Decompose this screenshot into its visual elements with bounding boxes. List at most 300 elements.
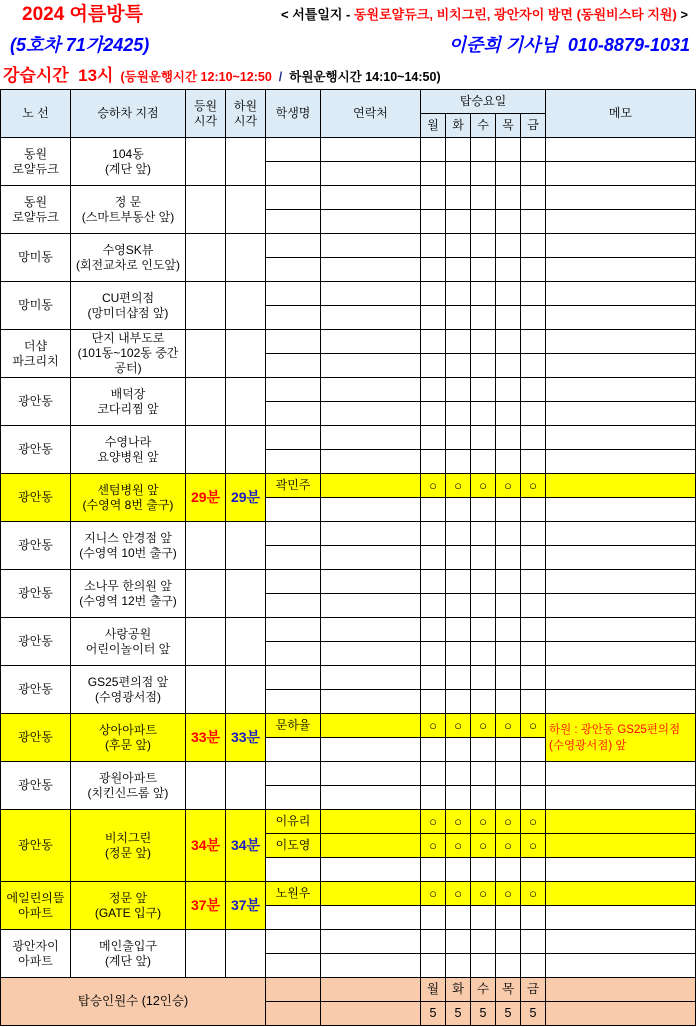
boarding-day-cell[interactable] [471,858,496,882]
boarding-day-cell[interactable] [446,642,471,666]
contact-cell[interactable] [321,594,421,618]
boarding-day-cell[interactable] [446,330,471,354]
boarding-day-cell[interactable] [496,162,521,186]
boarding-day-cell[interactable] [446,738,471,762]
contact-cell[interactable] [321,330,421,354]
boarding-day-cell[interactable] [446,546,471,570]
boarding-day-cell[interactable] [471,546,496,570]
contact-cell[interactable] [321,786,421,810]
boarding-day-cell[interactable]: ○ [421,834,446,858]
student-name-cell[interactable]: 이도영 [266,834,321,858]
memo-cell[interactable] [546,690,696,714]
boarding-day-cell[interactable]: ○ [471,834,496,858]
boarding-day-cell[interactable] [521,402,546,426]
contact-cell[interactable] [321,378,421,402]
pickup-time-cell[interactable] [186,330,226,378]
student-name-cell[interactable] [266,498,321,522]
boarding-day-cell[interactable] [421,330,446,354]
contact-cell[interactable] [321,570,421,594]
boarding-day-cell[interactable] [471,450,496,474]
pickup-time-cell[interactable] [186,378,226,426]
dropoff-time-cell[interactable] [226,426,266,474]
boarding-day-cell[interactable] [471,378,496,402]
student-name-cell[interactable]: 노원우 [266,882,321,906]
student-name-cell[interactable] [266,666,321,690]
memo-cell[interactable] [546,930,696,954]
boarding-day-cell[interactable] [471,234,496,258]
boarding-day-cell[interactable] [471,954,496,978]
boarding-day-cell[interactable] [446,378,471,402]
memo-cell[interactable] [546,570,696,594]
memo-cell[interactable] [546,762,696,786]
contact-cell[interactable] [321,738,421,762]
boarding-day-cell[interactable] [521,954,546,978]
student-name-cell[interactable] [266,186,321,210]
memo-cell[interactable] [546,402,696,426]
boarding-day-cell[interactable] [521,618,546,642]
student-name-cell[interactable] [266,762,321,786]
memo-cell[interactable] [546,450,696,474]
contact-cell[interactable] [321,450,421,474]
memo-cell[interactable] [546,522,696,546]
dropoff-time-cell[interactable]: 37분 [226,882,266,930]
boarding-day-cell[interactable]: ○ [496,714,521,738]
boarding-day-cell[interactable] [521,762,546,786]
memo-cell[interactable] [546,882,696,906]
boarding-day-cell[interactable] [496,306,521,330]
boarding-day-cell[interactable]: ○ [421,474,446,498]
student-name-cell[interactable] [266,906,321,930]
boarding-day-cell[interactable] [471,498,496,522]
boarding-day-cell[interactable] [471,258,496,282]
boarding-day-cell[interactable] [446,570,471,594]
student-name-cell[interactable] [266,162,321,186]
boarding-day-cell[interactable] [521,522,546,546]
boarding-day-cell[interactable] [446,402,471,426]
boarding-day-cell[interactable] [471,162,496,186]
memo-cell[interactable] [546,546,696,570]
student-name-cell[interactable] [266,234,321,258]
boarding-day-cell[interactable] [421,378,446,402]
boarding-day-cell[interactable] [471,522,496,546]
dropoff-time-cell[interactable] [226,618,266,666]
dropoff-time-cell[interactable] [226,378,266,426]
boarding-day-cell[interactable] [496,522,521,546]
student-name-cell[interactable]: 문하율 [266,714,321,738]
student-name-cell[interactable] [266,138,321,162]
boarding-day-cell[interactable] [521,690,546,714]
memo-cell[interactable] [546,666,696,690]
boarding-day-cell[interactable] [421,666,446,690]
pickup-time-cell[interactable]: 34분 [186,810,226,882]
boarding-day-cell[interactable] [471,306,496,330]
contact-cell[interactable] [321,402,421,426]
contact-cell[interactable] [321,834,421,858]
contact-cell[interactable] [321,234,421,258]
boarding-day-cell[interactable] [496,762,521,786]
boarding-day-cell[interactable] [421,306,446,330]
dropoff-time-cell[interactable] [226,666,266,714]
memo-cell[interactable] [546,618,696,642]
boarding-day-cell[interactable] [496,186,521,210]
boarding-day-cell[interactable] [421,570,446,594]
boarding-day-cell[interactable] [421,210,446,234]
memo-cell[interactable] [546,474,696,498]
boarding-day-cell[interactable] [421,930,446,954]
contact-cell[interactable] [321,930,421,954]
boarding-day-cell[interactable] [446,450,471,474]
dropoff-time-cell[interactable] [226,930,266,978]
boarding-day-cell[interactable]: ○ [496,834,521,858]
boarding-day-cell[interactable]: ○ [421,882,446,906]
boarding-day-cell[interactable] [496,930,521,954]
boarding-day-cell[interactable] [496,450,521,474]
boarding-day-cell[interactable] [446,234,471,258]
memo-cell[interactable] [546,186,696,210]
memo-cell[interactable] [546,834,696,858]
boarding-day-cell[interactable] [471,186,496,210]
student-name-cell[interactable] [266,738,321,762]
boarding-day-cell[interactable] [521,906,546,930]
boarding-day-cell[interactable] [421,426,446,450]
boarding-day-cell[interactable] [421,546,446,570]
student-name-cell[interactable] [266,354,321,378]
boarding-day-cell[interactable] [496,210,521,234]
contact-cell[interactable] [321,426,421,450]
boarding-day-cell[interactable]: ○ [521,474,546,498]
boarding-day-cell[interactable] [521,306,546,330]
boarding-day-cell[interactable] [446,786,471,810]
boarding-day-cell[interactable] [521,570,546,594]
boarding-day-cell[interactable] [421,354,446,378]
dropoff-time-cell[interactable] [226,522,266,570]
contact-cell[interactable] [321,474,421,498]
boarding-day-cell[interactable]: ○ [446,810,471,834]
boarding-day-cell[interactable] [446,186,471,210]
boarding-day-cell[interactable] [421,906,446,930]
memo-cell[interactable] [546,954,696,978]
pickup-time-cell[interactable] [186,234,226,282]
memo-cell[interactable] [546,594,696,618]
memo-cell[interactable] [546,354,696,378]
pickup-time-cell[interactable]: 33분 [186,714,226,762]
pickup-time-cell[interactable] [186,666,226,714]
memo-cell[interactable] [546,810,696,834]
boarding-day-cell[interactable] [471,618,496,642]
contact-cell[interactable] [321,210,421,234]
student-name-cell[interactable] [266,330,321,354]
student-name-cell[interactable] [266,786,321,810]
memo-cell[interactable]: 하원 : 광안동 GS25편의점 (수영광서점) 앞 [546,714,696,762]
boarding-day-cell[interactable] [496,258,521,282]
memo-cell[interactable] [546,138,696,162]
boarding-day-cell[interactable] [446,522,471,546]
boarding-day-cell[interactable] [471,570,496,594]
boarding-day-cell[interactable] [521,858,546,882]
boarding-day-cell[interactable] [471,762,496,786]
contact-cell[interactable] [321,306,421,330]
boarding-day-cell[interactable] [471,330,496,354]
boarding-day-cell[interactable] [421,690,446,714]
boarding-day-cell[interactable] [496,858,521,882]
student-name-cell[interactable] [266,450,321,474]
pickup-time-cell[interactable] [186,570,226,618]
dropoff-time-cell[interactable] [226,138,266,186]
student-name-cell[interactable] [266,858,321,882]
boarding-day-cell[interactable] [446,138,471,162]
boarding-day-cell[interactable] [421,138,446,162]
boarding-day-cell[interactable] [421,258,446,282]
boarding-day-cell[interactable] [521,354,546,378]
boarding-day-cell[interactable] [446,858,471,882]
boarding-day-cell[interactable]: ○ [446,834,471,858]
boarding-day-cell[interactable] [421,498,446,522]
boarding-day-cell[interactable]: ○ [471,882,496,906]
boarding-day-cell[interactable]: ○ [421,810,446,834]
boarding-day-cell[interactable] [496,786,521,810]
pickup-time-cell[interactable]: 29분 [186,474,226,522]
contact-cell[interactable] [321,282,421,306]
boarding-day-cell[interactable] [446,930,471,954]
boarding-day-cell[interactable]: ○ [471,810,496,834]
boarding-day-cell[interactable] [446,954,471,978]
boarding-day-cell[interactable] [521,450,546,474]
boarding-day-cell[interactable] [421,786,446,810]
boarding-day-cell[interactable] [521,426,546,450]
boarding-day-cell[interactable] [496,378,521,402]
boarding-day-cell[interactable] [496,330,521,354]
memo-cell[interactable] [546,282,696,306]
contact-cell[interactable] [321,186,421,210]
boarding-day-cell[interactable] [421,234,446,258]
boarding-day-cell[interactable] [471,666,496,690]
boarding-day-cell[interactable] [471,930,496,954]
boarding-day-cell[interactable] [496,690,521,714]
boarding-day-cell[interactable] [446,690,471,714]
student-name-cell[interactable] [266,930,321,954]
boarding-day-cell[interactable] [496,906,521,930]
boarding-day-cell[interactable] [421,522,446,546]
boarding-day-cell[interactable] [496,618,521,642]
boarding-day-cell[interactable] [521,234,546,258]
student-name-cell[interactable] [266,522,321,546]
dropoff-time-cell[interactable] [226,282,266,330]
boarding-day-cell[interactable] [446,498,471,522]
boarding-day-cell[interactable] [471,738,496,762]
boarding-day-cell[interactable] [496,594,521,618]
boarding-day-cell[interactable]: ○ [471,474,496,498]
memo-cell[interactable] [546,330,696,354]
contact-cell[interactable] [321,498,421,522]
boarding-day-cell[interactable] [471,354,496,378]
student-name-cell[interactable] [266,282,321,306]
boarding-day-cell[interactable] [421,162,446,186]
boarding-day-cell[interactable] [446,282,471,306]
boarding-day-cell[interactable]: ○ [496,882,521,906]
memo-cell[interactable] [546,786,696,810]
dropoff-time-cell[interactable] [226,762,266,810]
contact-cell[interactable] [321,546,421,570]
boarding-day-cell[interactable] [446,618,471,642]
boarding-day-cell[interactable] [496,954,521,978]
boarding-day-cell[interactable] [471,426,496,450]
boarding-day-cell[interactable] [521,666,546,690]
boarding-day-cell[interactable] [446,762,471,786]
memo-cell[interactable] [546,306,696,330]
contact-cell[interactable] [321,138,421,162]
boarding-day-cell[interactable] [421,954,446,978]
contact-cell[interactable] [321,690,421,714]
boarding-day-cell[interactable] [446,162,471,186]
boarding-day-cell[interactable] [421,594,446,618]
student-name-cell[interactable] [266,690,321,714]
boarding-day-cell[interactable] [496,138,521,162]
boarding-day-cell[interactable] [521,546,546,570]
boarding-day-cell[interactable] [496,234,521,258]
contact-cell[interactable] [321,714,421,738]
boarding-day-cell[interactable] [471,642,496,666]
student-name-cell[interactable] [266,570,321,594]
boarding-day-cell[interactable] [446,258,471,282]
pickup-time-cell[interactable] [186,186,226,234]
pickup-time-cell[interactable] [186,426,226,474]
memo-cell[interactable] [546,378,696,402]
boarding-day-cell[interactable]: ○ [521,714,546,738]
boarding-day-cell[interactable]: ○ [496,810,521,834]
boarding-day-cell[interactable] [471,138,496,162]
boarding-day-cell[interactable] [521,498,546,522]
student-name-cell[interactable]: 곽민주 [266,474,321,498]
contact-cell[interactable] [321,810,421,834]
pickup-time-cell[interactable]: 37분 [186,882,226,930]
boarding-day-cell[interactable] [496,498,521,522]
pickup-time-cell[interactable] [186,930,226,978]
student-name-cell[interactable] [266,618,321,642]
dropoff-time-cell[interactable]: 34분 [226,810,266,882]
boarding-day-cell[interactable] [471,210,496,234]
dropoff-time-cell[interactable] [226,330,266,378]
boarding-day-cell[interactable]: ○ [446,474,471,498]
dropoff-time-cell[interactable]: 33분 [226,714,266,762]
boarding-day-cell[interactable] [471,282,496,306]
contact-cell[interactable] [321,954,421,978]
boarding-day-cell[interactable] [421,738,446,762]
boarding-day-cell[interactable] [421,858,446,882]
student-name-cell[interactable] [266,402,321,426]
boarding-day-cell[interactable] [446,426,471,450]
memo-cell[interactable] [546,498,696,522]
boarding-day-cell[interactable]: ○ [421,714,446,738]
dropoff-time-cell[interactable] [226,186,266,234]
pickup-time-cell[interactable] [186,522,226,570]
dropoff-time-cell[interactable] [226,234,266,282]
pickup-time-cell[interactable] [186,762,226,810]
pickup-time-cell[interactable] [186,282,226,330]
student-name-cell[interactable]: 이유리 [266,810,321,834]
boarding-day-cell[interactable] [496,738,521,762]
boarding-day-cell[interactable] [496,546,521,570]
boarding-day-cell[interactable] [496,354,521,378]
boarding-day-cell[interactable]: ○ [521,810,546,834]
boarding-day-cell[interactable] [521,138,546,162]
contact-cell[interactable] [321,762,421,786]
dropoff-time-cell[interactable]: 29분 [226,474,266,522]
student-name-cell[interactable] [266,306,321,330]
boarding-day-cell[interactable]: ○ [446,882,471,906]
memo-cell[interactable] [546,258,696,282]
boarding-day-cell[interactable] [471,594,496,618]
boarding-day-cell[interactable] [446,594,471,618]
student-name-cell[interactable] [266,258,321,282]
boarding-day-cell[interactable]: ○ [471,714,496,738]
pickup-time-cell[interactable] [186,138,226,186]
boarding-day-cell[interactable] [446,354,471,378]
memo-cell[interactable] [546,642,696,666]
boarding-day-cell[interactable] [421,450,446,474]
boarding-day-cell[interactable] [521,594,546,618]
contact-cell[interactable] [321,906,421,930]
pickup-time-cell[interactable] [186,618,226,666]
boarding-day-cell[interactable] [521,642,546,666]
boarding-day-cell[interactable] [421,402,446,426]
boarding-day-cell[interactable] [521,930,546,954]
boarding-day-cell[interactable] [521,282,546,306]
boarding-day-cell[interactable] [421,282,446,306]
boarding-day-cell[interactable]: ○ [446,714,471,738]
boarding-day-cell[interactable] [521,186,546,210]
boarding-day-cell[interactable] [521,738,546,762]
memo-cell[interactable] [546,210,696,234]
boarding-day-cell[interactable] [446,210,471,234]
student-name-cell[interactable] [266,546,321,570]
boarding-day-cell[interactable] [521,162,546,186]
student-name-cell[interactable] [266,594,321,618]
boarding-day-cell[interactable] [521,210,546,234]
contact-cell[interactable] [321,618,421,642]
boarding-day-cell[interactable] [421,762,446,786]
student-name-cell[interactable] [266,426,321,450]
student-name-cell[interactable] [266,954,321,978]
student-name-cell[interactable] [266,378,321,402]
boarding-day-cell[interactable] [421,618,446,642]
boarding-day-cell[interactable] [496,642,521,666]
memo-cell[interactable] [546,234,696,258]
dropoff-time-cell[interactable] [226,570,266,618]
memo-cell[interactable] [546,426,696,450]
boarding-day-cell[interactable] [471,786,496,810]
boarding-day-cell[interactable] [446,306,471,330]
contact-cell[interactable] [321,258,421,282]
boarding-day-cell[interactable] [471,906,496,930]
boarding-day-cell[interactable] [496,426,521,450]
contact-cell[interactable] [321,642,421,666]
contact-cell[interactable] [321,666,421,690]
boarding-day-cell[interactable]: ○ [496,474,521,498]
student-name-cell[interactable] [266,642,321,666]
boarding-day-cell[interactable] [471,690,496,714]
boarding-day-cell[interactable] [421,642,446,666]
contact-cell[interactable] [321,354,421,378]
student-name-cell[interactable] [266,210,321,234]
memo-cell[interactable] [546,906,696,930]
boarding-day-cell[interactable] [446,906,471,930]
contact-cell[interactable] [321,162,421,186]
boarding-day-cell[interactable]: ○ [521,882,546,906]
boarding-day-cell[interactable] [521,258,546,282]
memo-cell[interactable] [546,162,696,186]
contact-cell[interactable] [321,522,421,546]
boarding-day-cell[interactable]: ○ [521,834,546,858]
